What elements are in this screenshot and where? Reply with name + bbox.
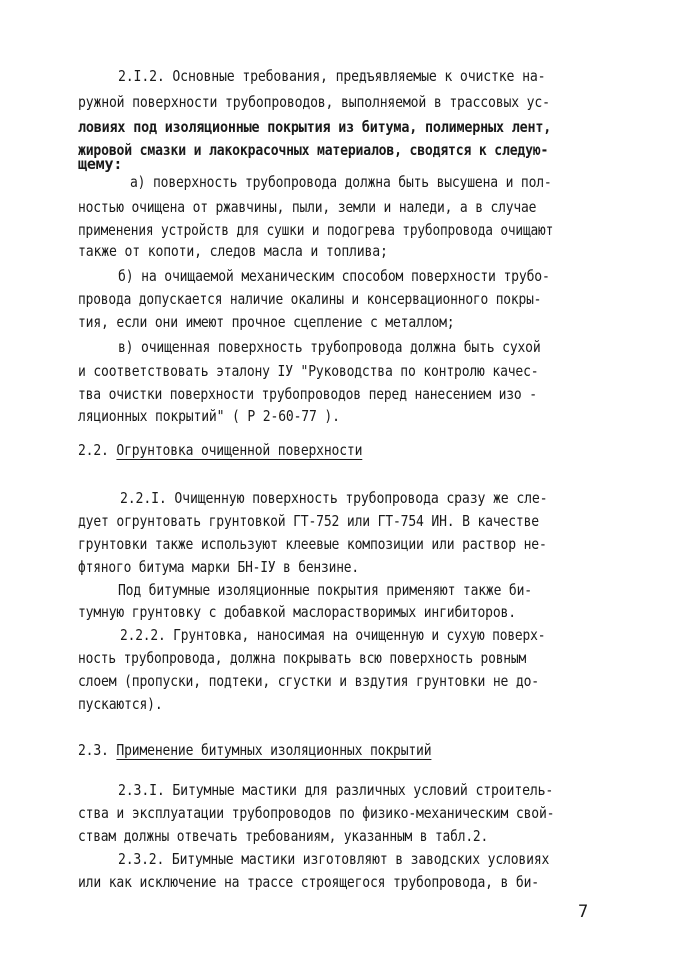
- section-title: Применение битумных изоляционных покрытий: [116, 741, 432, 759]
- text-line: Под битумные изоляционные покрытия применяют также би-: [118, 581, 532, 599]
- text-line: слоем (пропуски, подтеки, сгустки и вздутия грунтовки не до-: [78, 672, 539, 690]
- text-line: 2.I.2. Основные требования, предъявляемые к очистке на-: [118, 67, 546, 85]
- text-line: ностью очищена от ржавчины, пыли, земли и наледи, а в случае: [78, 198, 537, 216]
- text-line: тия, если они имеют прочное сцепление с металлом;: [78, 313, 455, 331]
- section-title: Огрунтовка очищенной поверхности: [116, 441, 363, 459]
- text-line: щему:: [78, 155, 123, 173]
- section-heading-2-2: [78, 440, 362, 460]
- text-line: ляционных покрытий" ( Р 2-60-77 ).: [78, 407, 340, 425]
- text-line: или как исключение на трассе строящегося трубопровода, в би-: [78, 873, 539, 891]
- section-number: 2.2.: [78, 441, 109, 459]
- text-line: 2.3.I. Битумные мастики для различных условий строитель-: [118, 781, 554, 799]
- text-line: ность трубопровода, должна покрывать всю поверхность ровным: [78, 649, 527, 667]
- text-line: фтяного битума марки БН-IУ в бензине.: [78, 558, 360, 576]
- text-line: пускаются).: [78, 695, 163, 713]
- text-line: тва очистки поверхности трубопроводов перед нанесением изо -: [78, 385, 537, 403]
- text-line: ружной поверхности трубопроводов, выполняемой в трассовых ус-: [78, 93, 550, 111]
- list-item-a: а) поверхность трубопровода должна быть высушена и пол-: [130, 173, 552, 191]
- text-line: тумную грунтовку с добавкой маслорастворимых ингибиторов.: [78, 603, 516, 621]
- text-line: 2.2.2. Грунтовка, наносимая на очищенную и сухую поверх-: [120, 626, 546, 644]
- text-line: провода допускается наличие окалины и консервационного покры-: [78, 290, 542, 308]
- list-item-b: б) на очищаемой механическим способом поверхности трубо-: [118, 267, 550, 285]
- text-line: применения устройств для сушки и подогрева трубопровода очищают: [78, 221, 554, 239]
- text-line: жировой смазки и лакокрасочных материалов, сводятся к следую-: [78, 141, 549, 159]
- text-line: 2.2.I. Очищенную поверхность трубопровода сразу же сле-: [120, 489, 548, 507]
- text-line: дует огрунтовать грунтовкой ГТ-752 или ГТ-754 ИН. В качестве: [78, 512, 539, 530]
- text-line: ловиях под изоляционные покрытия из битума, полимерных лент,: [78, 118, 552, 136]
- text-line: грунтовки также используют клеевые композиции или раствор не-: [78, 535, 547, 553]
- text-line: 2.3.2. Битумные мастики изготовляют в заводских условиях: [118, 850, 550, 868]
- page-number: 7: [578, 902, 589, 922]
- section-heading-2-3: [78, 740, 431, 760]
- text-line: ствам должны отвечать требованиям, указанным в табл.2.: [78, 827, 489, 845]
- text-line: ства и эксплуатации трубопроводов по физико-механическим свой-: [78, 804, 555, 822]
- text-line: также от копоти, следов масла и топлива;: [78, 242, 388, 260]
- section-number: 2.3.: [78, 741, 109, 759]
- text-line: и соответствовать эталону IУ "Руководства по контролю качес-: [78, 362, 539, 380]
- list-item-c: в) очищенная поверхность трубопровода должна быть сухой: [118, 338, 541, 356]
